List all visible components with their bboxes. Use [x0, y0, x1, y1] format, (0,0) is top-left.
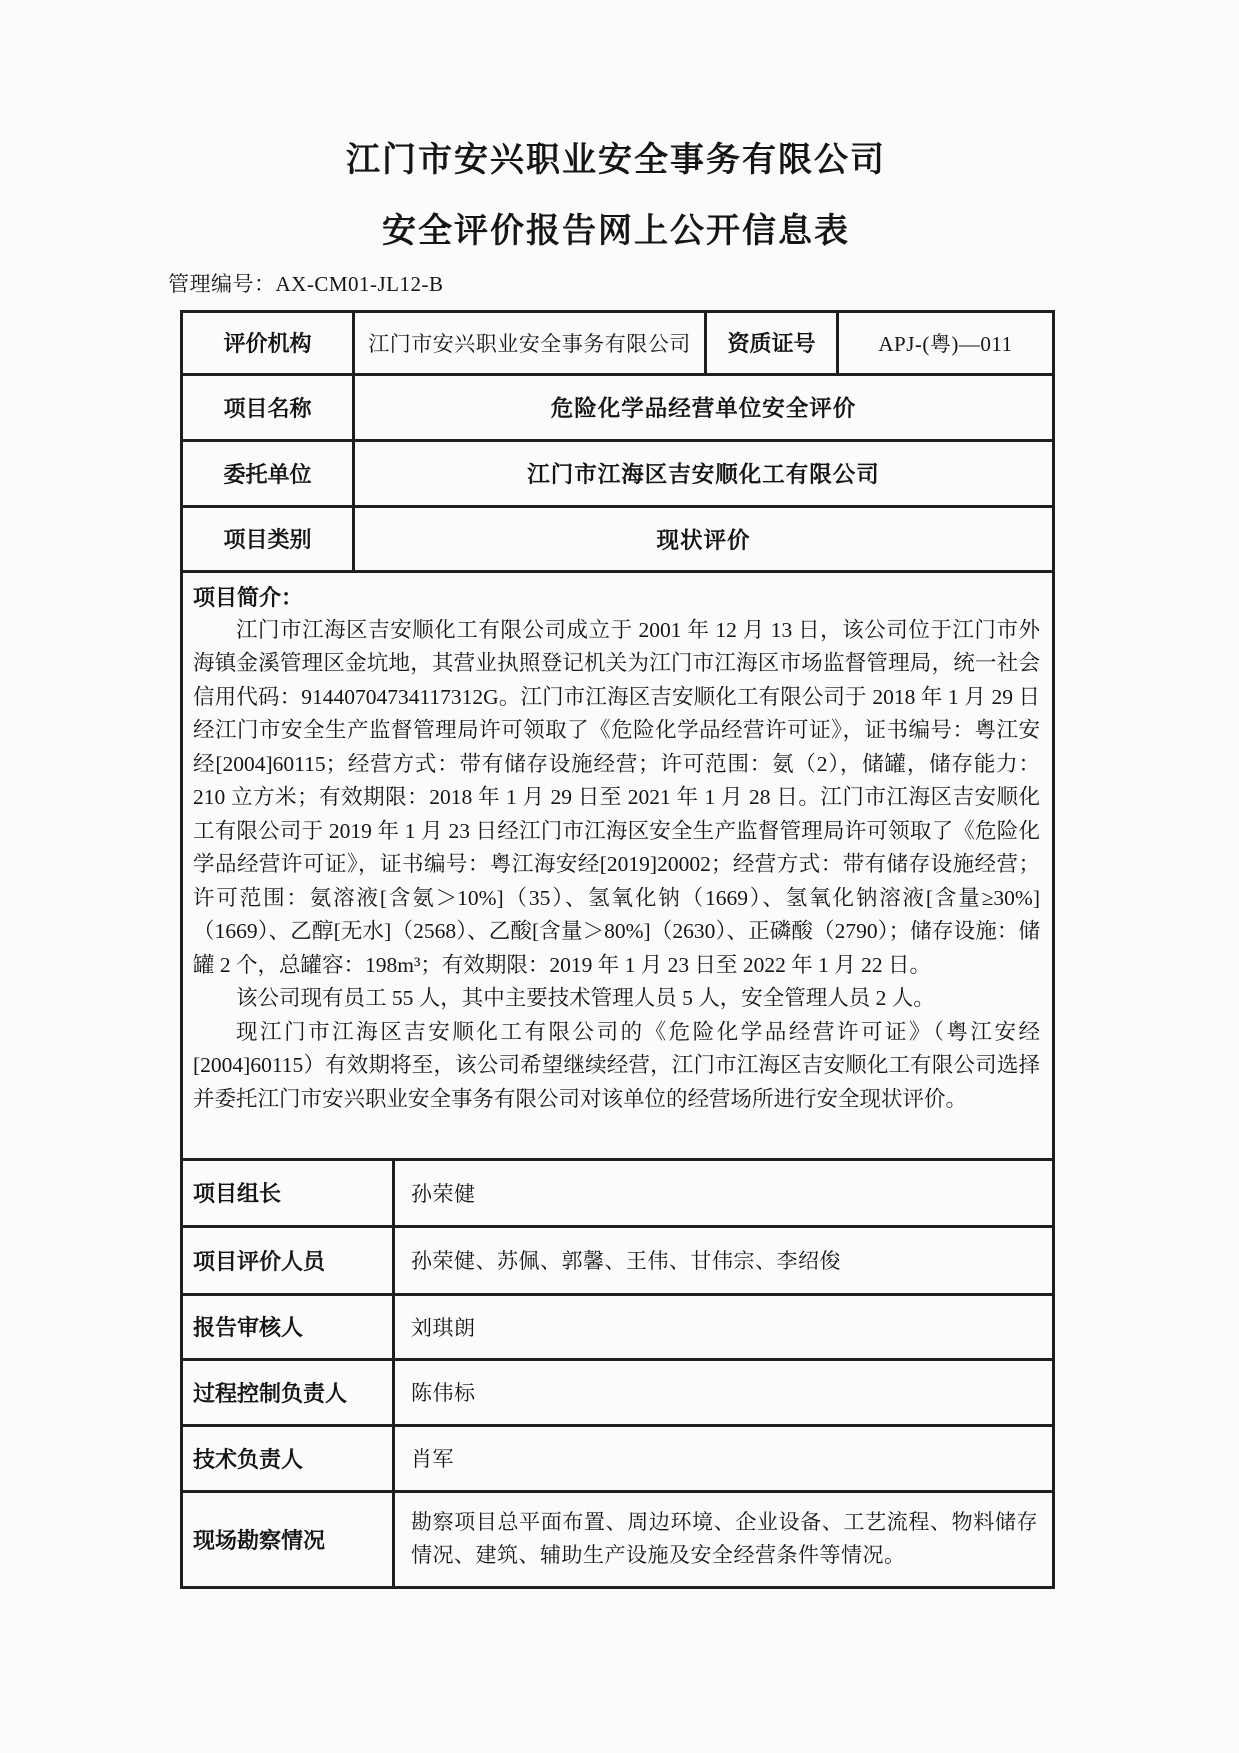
- table-row: [182, 1294, 1054, 1359]
- evaluators-label: 项目评价人员: [182, 1226, 394, 1294]
- table-row: [182, 1425, 1054, 1491]
- doc-number-label: 管理编号：: [168, 271, 276, 296]
- report-reviewer-label: 报告审核人: [182, 1294, 394, 1359]
- process-control-value: 陈伟标: [394, 1359, 1054, 1425]
- client-label: 委托单位: [182, 440, 354, 506]
- table-row: [182, 1359, 1054, 1425]
- table-row: [182, 1491, 1054, 1587]
- doc-number-line: [168, 268, 1052, 298]
- personnel-table: [180, 1158, 1055, 1589]
- project-intro-label: 项目简介：: [193, 584, 304, 610]
- table-row: [182, 1226, 1054, 1294]
- table-row: [182, 1159, 1054, 1226]
- project-intro-cell: [182, 571, 1054, 1159]
- table-row: [182, 440, 1054, 506]
- project-leader-label: 项目组长: [182, 1159, 394, 1226]
- eval-agency-value: 江门市安兴职业安全事务有限公司: [354, 311, 706, 374]
- report-reviewer-value: 刘琪朗: [394, 1294, 1054, 1359]
- project-name-label: 项目名称: [182, 374, 354, 440]
- qualification-no-value: APJ-(粤)—011: [838, 311, 1054, 374]
- process-control-label: 过程控制负责人: [182, 1359, 394, 1425]
- page-title-line1: 江门市安兴职业安全事务有限公司: [346, 141, 886, 179]
- project-type-value: 现状评价: [354, 506, 1054, 571]
- project-name-value: 危险化学品经营单位安全评价: [354, 374, 1054, 440]
- qualification-no-label: 资质证号: [706, 311, 838, 374]
- doc-number-value: AX-CM01-JL12-B: [275, 271, 444, 296]
- table-row: [182, 506, 1054, 571]
- page-title-line2: 安全评价报告网上公开信息表: [382, 211, 850, 250]
- project-type-label: 项目类别: [182, 506, 354, 571]
- tech-lead-label: 技术负责人: [182, 1425, 394, 1491]
- tech-lead-value: 肖军: [394, 1425, 1054, 1491]
- site-survey-value: 勘察项目总平面布置、周边环境、企业设备、工艺流程、物料储存情况、建筑、辅助生产设施及安全经营条件等情况。: [394, 1491, 1054, 1587]
- project-intro-row: [182, 571, 1054, 1159]
- eval-agency-label: 评价机构: [182, 311, 354, 374]
- evaluators-value: 孙荣健、苏佩、郭馨、王伟、甘伟宗、李绍俊: [394, 1226, 1054, 1294]
- site-survey-label: 现场勘察情况: [182, 1491, 394, 1587]
- info-table: [180, 310, 1055, 1161]
- document-content: [168, 0, 1052, 1589]
- client-value: 江门市江海区吉安顺化工有限公司: [354, 440, 1054, 506]
- project-leader-value: 孙荣健: [394, 1159, 1054, 1226]
- project-intro-paragraph: 现江门市江海区吉安顺化工有限公司的《危险化学品经营许可证》（粤江安经[2004]60115）有效期将至，该公司希望继续经营，江门市江海区吉安顺化工有限公司选择并委托江门市安兴职业安全事务有限公司对该单位的经营场所进行安全现状评价。: [193, 1019, 1040, 1111]
- project-intro-paragraph: 江门市江海区吉安顺化工有限公司成立于 2001 年 12 月 13 日，该公司位于江门市外海镇金溪管理区金坑地，其营业执照登记机关为江门市江海区市场监督管理局，统一社会信用代码：91440704734117312G。江门市江海区吉安顺化工有限公司于 2018 年 1 月 29 日经江门市安全生产监督管理局许可领取了《危险化学品经营许可证》，证书编号：粤江安经[2004]60115；经营方式：带有储存设施经营；许可范围：氨（2），储罐，储存能力：210 立方米；有效期限：2018 年 1 月 29 日至 2021 年 1 月 28 日。江门市江海区吉安顺化工有限公司于 2019 年 1 月 23 日经江门市江海区安全生产监督管理局许可领取了《危险化学品经营许可证》，证书编号：粤江海安经[2019]20002；经营方式：带有储存设施经营；许可范围：氨溶液[含氨＞10%]（35）、氢氧化钠（1669）、氢氧化钠溶液[含量≥30%]（1669）、乙醇[无水]（2568）、乙酸[含量＞80%]（2630）、正磷酸（2790）；储存设施：储罐 2 个，总罐容：198m³；有效期限：2019 年 1 月 23 日至 2022 年 1 月 22 日。: [193, 617, 1040, 977]
- project-intro-paragraph: 该公司现有员工 55 人，其中主要技术管理人员 5 人，安全管理人员 2 人。: [236, 986, 935, 1011]
- table-row: [182, 311, 1054, 374]
- table-row: [182, 374, 1054, 440]
